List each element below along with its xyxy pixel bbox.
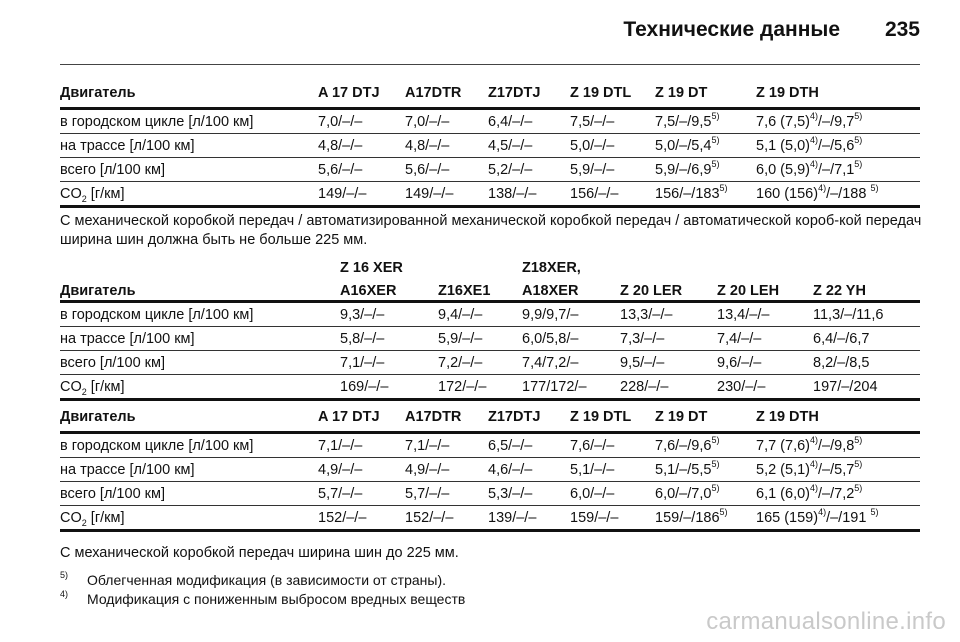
footnote-ref: 5) [854, 158, 863, 169]
table-cell [756, 182, 920, 207]
column-header: Z 20 LER [620, 282, 717, 302]
watermark: carmanualsonline.info [706, 608, 946, 635]
cell-value: 7,7 (7,6) [756, 437, 810, 454]
cell-value: 5,0/–/5,4 [655, 137, 712, 154]
table-cell [655, 109, 756, 134]
footnote-ref: 5) [854, 134, 863, 145]
table-cell [756, 506, 920, 531]
cell-value: 156/–/183 [655, 185, 720, 202]
cell-value: 160 (156) [756, 185, 819, 202]
column-header-top [438, 251, 522, 282]
column-header: A17DTR [405, 76, 488, 109]
table-cell [488, 433, 570, 458]
footnote-ref: 5) [719, 506, 728, 517]
fuel-table-diesel-1 [60, 76, 920, 208]
footnote-ref: 4) [810, 134, 819, 145]
column-header: Z 20 LEH [717, 282, 813, 302]
row-label: всего [л/100 км] [60, 351, 340, 375]
cell-value: 5,7/–/– [318, 485, 363, 502]
column-header: A17DTR [405, 400, 488, 433]
cell-value: 6,0/–/– [570, 485, 615, 502]
table-cell: 7,4/7,2/– [522, 351, 620, 375]
cell-value: 5,0/–/– [570, 137, 615, 154]
cell-value: /–/5,7 [818, 461, 855, 478]
cell-value: 149/–/– [318, 185, 367, 202]
table-cell [405, 109, 488, 134]
tire-note-2: С механической коробкой передач ширина шин до 225 мм. [60, 545, 459, 561]
table-cell: 7,4/–/– [717, 327, 813, 351]
table-cell: 169/–/– [340, 375, 438, 400]
cell-value: /–/7,2 [818, 485, 855, 502]
cell-value: 7,5/–/– [570, 113, 615, 130]
cell-value: /–/7,1 [818, 161, 855, 178]
table-row [60, 433, 920, 458]
subscript: 2 [81, 386, 87, 397]
row-label: на трассе [л/100 км] [60, 327, 340, 351]
cell-value: 6,0/–/7,0 [655, 485, 712, 502]
cell-value: 6,5/–/– [488, 437, 533, 454]
cell-value: 159/–/– [570, 509, 619, 526]
footnote-ref: 5) [854, 482, 863, 493]
table-row [60, 158, 920, 182]
row-label: на трассе [л/100 км] [60, 134, 318, 158]
table-cell [318, 482, 405, 506]
footnote-text: Модификация с пониженным выбросом вредных веществ [87, 591, 466, 607]
header-rule [60, 64, 920, 65]
cell-value: 5,2/–/– [488, 161, 533, 178]
cell-value: 7,6/–/– [570, 437, 615, 454]
table-cell [655, 158, 756, 182]
footnote-ref: 5) [870, 182, 879, 193]
table-cell [488, 482, 570, 506]
table-row [60, 182, 920, 207]
table-cell [570, 482, 655, 506]
footnote-mark: 4) [60, 589, 69, 599]
table-cell [405, 482, 488, 506]
table-cell [655, 482, 756, 506]
table-cell [570, 109, 655, 134]
column-header: Z 19 DT [655, 400, 756, 433]
cell-value: 5,1/–/5,5 [655, 461, 712, 478]
row-label: в городском цикле [л/100 км] [60, 109, 318, 134]
footnote-ref: 5) [711, 434, 720, 445]
column-header: Z16XE1 [438, 282, 522, 302]
table-cell [488, 506, 570, 531]
cell-value: 4,8/–/– [405, 137, 450, 154]
table-cell: 6,4/–/6,7 [813, 327, 920, 351]
fuel-table-diesel-2 [60, 400, 920, 532]
row-label: в городском цикле [л/100 км] [60, 302, 340, 327]
footnote-ref: 5) [854, 458, 863, 469]
footnote-ref: 5) [854, 110, 863, 121]
row-label [60, 506, 318, 531]
table-cell: 5,8/–/– [340, 327, 438, 351]
footnote-ref: 5) [711, 110, 720, 121]
table-row [60, 458, 920, 482]
cell-value: 7,5/–/9,5 [655, 113, 712, 130]
table-cell: 9,6/–/– [717, 351, 813, 375]
table-cell [405, 158, 488, 182]
cell-value: 159/–/186 [655, 509, 720, 526]
table-cell [488, 134, 570, 158]
table-cell [318, 506, 405, 531]
footnote-ref: 5) [719, 182, 728, 193]
table-cell [655, 433, 756, 458]
footnote-ref: 5) [711, 134, 720, 145]
column-header: Z 19 DT [655, 76, 756, 109]
table-cell: 5,9/–/– [438, 327, 522, 351]
table-row [60, 134, 920, 158]
column-header: Z17DTJ [488, 76, 570, 109]
table-cell [756, 158, 920, 182]
column-header: Z 22 YH [813, 282, 920, 302]
footnote-mark: 5) [60, 570, 69, 580]
table-cell [655, 506, 756, 531]
footnote-ref: 5) [854, 434, 863, 445]
table-cell: 197/–/204 [813, 375, 920, 400]
column-header: Z 19 DTL [570, 400, 655, 433]
table-row [60, 482, 920, 506]
footnote-ref: 5) [870, 506, 879, 517]
table-cell: 13,4/–/– [717, 302, 813, 327]
header-blank [60, 251, 340, 282]
cell-value: 152/–/– [318, 509, 367, 526]
column-header: A16XER [340, 282, 438, 302]
cell-value: 6,4/–/– [488, 113, 533, 130]
cell-value: 5,9/–/– [570, 161, 615, 178]
row-label-text: CO [60, 378, 82, 395]
column-header-top [813, 251, 920, 282]
cell-value: 4,9/–/– [405, 461, 450, 478]
column-header: Z 19 DTH [756, 76, 920, 109]
table-cell [756, 458, 920, 482]
table-cell [405, 182, 488, 207]
table-cell [655, 458, 756, 482]
row-label-unit: [г/км] [86, 378, 125, 395]
cell-value: /–/188 [826, 185, 871, 202]
cell-value: 5,6/–/– [318, 161, 363, 178]
row-label: всего [л/100 км] [60, 158, 318, 182]
cell-value: 6,1 (6,0) [756, 485, 810, 502]
footnote-ref: 4) [810, 110, 819, 121]
subscript: 2 [81, 517, 87, 528]
footnote-ref: 4) [810, 158, 819, 169]
row-label: на трассе [л/100 км] [60, 458, 318, 482]
cell-value: 5,1/–/– [570, 461, 615, 478]
table-cell: 7,3/–/– [620, 327, 717, 351]
row-label-text: CO [60, 185, 82, 202]
table-cell: 228/–/– [620, 375, 717, 400]
cell-value: /–/9,8 [818, 437, 855, 454]
table-cell [756, 482, 920, 506]
table-cell [756, 433, 920, 458]
cell-value: 139/–/– [488, 509, 537, 526]
engine-label: Двигатель [60, 400, 318, 433]
table-cell: 8,2/–/8,5 [813, 351, 920, 375]
column-header: A18XER [522, 282, 620, 302]
cell-value: /–/9,7 [818, 113, 855, 130]
table-cell [405, 506, 488, 531]
footnote-ref: 4) [818, 182, 827, 193]
subscript: 2 [81, 193, 87, 204]
cell-value: 4,6/–/– [488, 461, 533, 478]
cell-value: 165 (159) [756, 509, 819, 526]
footnote-ref: 4) [810, 482, 819, 493]
cell-value: /–/5,6 [818, 137, 855, 154]
fuel-table-petrol [60, 251, 920, 401]
engine-label: Двигатель [60, 76, 318, 109]
cell-value: 5,9/–/6,9 [655, 161, 712, 178]
table-cell: 9,9/9,7/– [522, 302, 620, 327]
table-row [60, 375, 920, 400]
table-cell [318, 433, 405, 458]
cell-value: 7,0/–/– [405, 113, 450, 130]
cell-value: 5,6/–/– [405, 161, 450, 178]
cell-value: 7,0/–/– [318, 113, 363, 130]
column-header: Z 19 DTL [570, 76, 655, 109]
table-row [60, 327, 920, 351]
column-header-top: Z18XER, [522, 260, 581, 276]
column-header: Z17DTJ [488, 400, 570, 433]
table-cell [570, 182, 655, 207]
tire-note-1: С механической коробкой передач / автоматизированной механической коробкой передач / автоматической короб-кой передач ширина шин должна быть не больше 225 мм. [60, 213, 922, 248]
table-cell [488, 458, 570, 482]
cell-value: 138/–/– [488, 185, 537, 202]
table-cell [570, 458, 655, 482]
table-cell [488, 109, 570, 134]
table-cell [570, 506, 655, 531]
cell-value: 7,1/–/– [405, 437, 450, 454]
table-row [60, 351, 920, 375]
row-label-unit: [г/км] [86, 509, 125, 526]
footnote-ref: 4) [810, 458, 819, 469]
footnote-ref: 5) [711, 482, 720, 493]
table-cell [488, 158, 570, 182]
cell-value: 5,3/–/– [488, 485, 533, 502]
cell-value: 5,2 (5,1) [756, 461, 810, 478]
column-header: A 17 DTJ [318, 76, 405, 109]
footnote-ref: 5) [711, 158, 720, 169]
row-label-text: CO [60, 509, 82, 526]
table-cell: 230/–/– [717, 375, 813, 400]
table-cell [570, 433, 655, 458]
table-cell: 9,5/–/– [620, 351, 717, 375]
table-cell: 9,4/–/– [438, 302, 522, 327]
row-label: в городском цикле [л/100 км] [60, 433, 318, 458]
cell-value: 7,6/–/9,6 [655, 437, 712, 454]
table-cell [570, 158, 655, 182]
cell-value: 152/–/– [405, 509, 454, 526]
row-label [60, 375, 340, 400]
table-cell [488, 182, 570, 207]
cell-value: 7,6 (7,5) [756, 113, 810, 130]
table-cell [318, 182, 405, 207]
table-cell [318, 158, 405, 182]
table-cell: 172/–/– [438, 375, 522, 400]
cell-value: 4,9/–/– [318, 461, 363, 478]
table-cell [655, 134, 756, 158]
column-header-top [620, 251, 717, 282]
row-label-unit: [г/км] [86, 185, 125, 202]
cell-value: 7,1/–/– [318, 437, 363, 454]
cell-value: /–/191 [826, 509, 871, 526]
column-header: Z 19 DTH [756, 400, 920, 433]
page-header [60, 18, 920, 48]
table-cell [318, 458, 405, 482]
table-cell [405, 458, 488, 482]
row-label [60, 182, 318, 207]
table-row [60, 302, 920, 327]
cell-value: 6,0 (5,9) [756, 161, 810, 178]
table-row [60, 109, 920, 134]
table-cell [405, 433, 488, 458]
column-header-top: Z 16 XER [340, 260, 403, 276]
cell-value: 156/–/– [570, 185, 619, 202]
table-cell [756, 134, 920, 158]
table-cell: 9,3/–/– [340, 302, 438, 327]
column-header: A 17 DTJ [318, 400, 405, 433]
table-cell [655, 182, 756, 207]
cell-value: 149/–/– [405, 185, 454, 202]
table-row [60, 506, 920, 531]
column-header-top [717, 251, 813, 282]
table-cell [756, 109, 920, 134]
table-cell: 6,0/5,8/– [522, 327, 620, 351]
footnote-ref: 5) [711, 458, 720, 469]
page-title: Технические данные [623, 18, 840, 41]
cell-value: 5,7/–/– [405, 485, 450, 502]
cell-value: 4,8/–/– [318, 137, 363, 154]
row-label: всего [л/100 км] [60, 482, 318, 506]
table-cell: 11,3/–/11,6 [813, 302, 920, 327]
table-cell: 177/172/– [522, 375, 620, 400]
table-cell [570, 134, 655, 158]
page-number: 235 [884, 18, 920, 41]
footnote-ref: 4) [818, 506, 827, 517]
engine-label: Двигатель [60, 282, 340, 302]
table-cell: 13,3/–/– [620, 302, 717, 327]
footnote-text: Облегченная модификация (в зависимости от страны). [87, 572, 447, 588]
table-cell: 7,1/–/– [340, 351, 438, 375]
cell-value: 5,1 (5,0) [756, 137, 810, 154]
footnote-ref: 4) [810, 434, 819, 445]
table-cell [318, 134, 405, 158]
cell-value: 4,5/–/– [488, 137, 533, 154]
table-cell: 7,2/–/– [438, 351, 522, 375]
table-cell [318, 109, 405, 134]
table-cell [405, 134, 488, 158]
